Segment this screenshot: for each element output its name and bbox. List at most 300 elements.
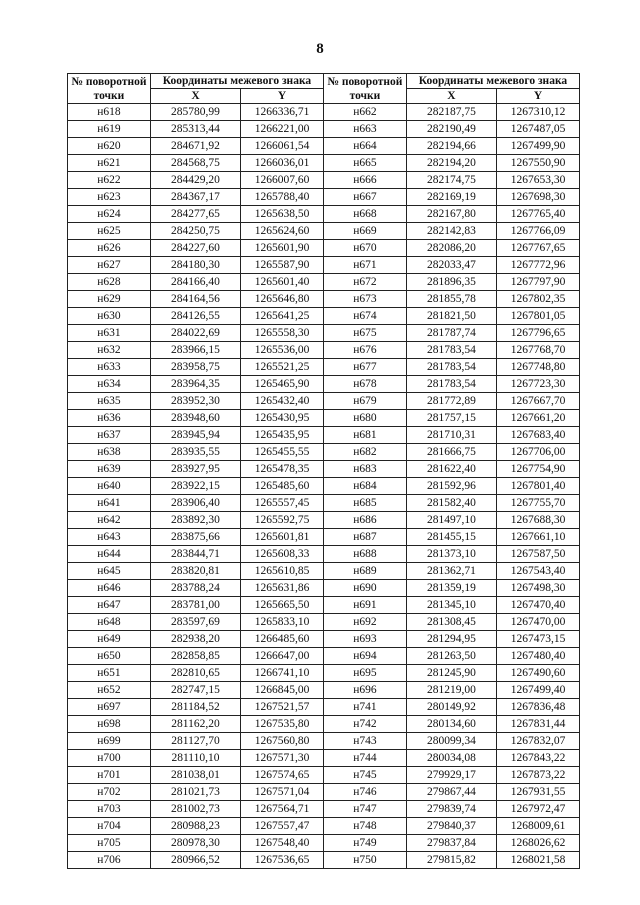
right-x-cell: 281294,95 [406, 631, 496, 648]
right-point-cell: н674 [323, 308, 406, 325]
table-row [68, 580, 580, 597]
left-x-cell: 283597,69 [150, 614, 240, 631]
table-row [68, 410, 580, 427]
right-point-cell: н664 [323, 138, 406, 155]
right-point-cell: н688 [323, 546, 406, 563]
left-point-cell: н633 [68, 359, 151, 376]
left-x-cell: 283781,00 [150, 597, 240, 614]
left-x-cell: 280978,30 [150, 835, 240, 852]
left-point-cell: н651 [68, 665, 151, 682]
right-point-cell: н662 [323, 104, 406, 121]
left-y-cell: 1265610,85 [241, 563, 324, 580]
left-y-cell: 1267564,71 [241, 801, 324, 818]
left-point-cell: н639 [68, 461, 151, 478]
table-row [68, 189, 580, 206]
table-row [68, 801, 580, 818]
table-row [68, 750, 580, 767]
right-y-cell: 1267706,00 [497, 444, 580, 461]
right-x-cell: 281783,54 [406, 342, 496, 359]
right-y-cell: 1267972,47 [497, 801, 580, 818]
left-x-cell: 282810,65 [150, 665, 240, 682]
right-point-cell: н690 [323, 580, 406, 597]
left-point-cell: н699 [68, 733, 151, 750]
left-y-cell: 1265478,35 [241, 461, 324, 478]
table-row [68, 359, 580, 376]
coords-column-header-right: Координаты межевого знака [406, 74, 579, 89]
left-y-cell: 1265665,50 [241, 597, 324, 614]
right-x-cell: 281783,54 [406, 359, 496, 376]
left-point-cell: н649 [68, 631, 151, 648]
right-point-cell: н745 [323, 767, 406, 784]
left-x-cell: 283948,60 [150, 410, 240, 427]
table-row [68, 784, 580, 801]
right-point-cell: н669 [323, 223, 406, 240]
right-point-cell: н692 [323, 614, 406, 631]
right-point-cell: н749 [323, 835, 406, 852]
table-row [68, 104, 580, 121]
right-x-cell: 282194,66 [406, 138, 496, 155]
left-point-cell: н647 [68, 597, 151, 614]
left-y-cell: 1265641,25 [241, 308, 324, 325]
right-point-cell: н750 [323, 852, 406, 869]
point-column-header-right: № поворотной точки [323, 74, 406, 104]
right-x-cell: 282167,80 [406, 206, 496, 223]
left-y-cell: 1265833,10 [241, 614, 324, 631]
table-row [68, 291, 580, 308]
right-y-cell: 1267487,05 [497, 121, 580, 138]
right-point-cell: н671 [323, 257, 406, 274]
table-row [68, 665, 580, 682]
right-y-cell: 1267499,90 [497, 138, 580, 155]
right-point-cell: н677 [323, 359, 406, 376]
table-row [68, 699, 580, 716]
left-x-cell: 280966,52 [150, 852, 240, 869]
table-row [68, 121, 580, 138]
right-x-cell: 282169,19 [406, 189, 496, 206]
left-x-cell: 283844,71 [150, 546, 240, 563]
right-y-cell: 1267755,70 [497, 495, 580, 512]
right-y-cell: 1267667,70 [497, 393, 580, 410]
left-point-cell: н702 [68, 784, 151, 801]
right-point-cell: н663 [323, 121, 406, 138]
left-x-cell: 284429,20 [150, 172, 240, 189]
left-y-cell: 1265601,90 [241, 240, 324, 257]
left-x-cell: 283945,94 [150, 427, 240, 444]
left-y-cell: 1266647,00 [241, 648, 324, 665]
right-point-cell: н683 [323, 461, 406, 478]
right-point-cell: н696 [323, 682, 406, 699]
table-row [68, 648, 580, 665]
right-x-cell: 281772,89 [406, 393, 496, 410]
left-point-cell: н621 [68, 155, 151, 172]
right-y-cell: 1267470,40 [497, 597, 580, 614]
right-y-cell: 1267873,22 [497, 767, 580, 784]
left-point-cell: н698 [68, 716, 151, 733]
right-y-cell: 1267587,50 [497, 546, 580, 563]
right-y-cell: 1267723,30 [497, 376, 580, 393]
left-y-cell: 1267557,47 [241, 818, 324, 835]
right-x-cell: 280134,60 [406, 716, 496, 733]
left-point-cell: н648 [68, 614, 151, 631]
left-point-cell: н650 [68, 648, 151, 665]
left-x-cell: 283922,15 [150, 478, 240, 495]
right-y-cell: 1267543,40 [497, 563, 580, 580]
right-x-cell: 281896,35 [406, 274, 496, 291]
left-y-cell: 1265624,60 [241, 223, 324, 240]
right-point-cell: н747 [323, 801, 406, 818]
table-row [68, 546, 580, 563]
right-point-cell: н670 [323, 240, 406, 257]
table-row [68, 563, 580, 580]
right-x-cell: 281710,31 [406, 427, 496, 444]
right-y-cell: 1267490,60 [497, 665, 580, 682]
right-y-cell: 1267499,40 [497, 682, 580, 699]
right-x-cell: 280099,34 [406, 733, 496, 750]
left-x-cell: 284180,30 [150, 257, 240, 274]
right-x-cell: 281497,10 [406, 512, 496, 529]
left-point-cell: н627 [68, 257, 151, 274]
right-y-cell: 1267796,65 [497, 325, 580, 342]
right-x-cell: 281757,15 [406, 410, 496, 427]
right-y-cell: 1267843,22 [497, 750, 580, 767]
left-y-cell: 1267548,40 [241, 835, 324, 852]
left-x-cell: 281184,52 [150, 699, 240, 716]
left-x-cell: 284022,69 [150, 325, 240, 342]
left-y-cell: 1265430,95 [241, 410, 324, 427]
right-x-cell: 282187,75 [406, 104, 496, 121]
right-y-cell: 1268009,61 [497, 818, 580, 835]
left-x-cell: 283958,75 [150, 359, 240, 376]
table-body [68, 104, 580, 869]
right-y-cell: 1268021,58 [497, 852, 580, 869]
table-row [68, 512, 580, 529]
left-x-cell: 284568,75 [150, 155, 240, 172]
right-x-cell: 281783,54 [406, 376, 496, 393]
left-point-cell: н706 [68, 852, 151, 869]
right-point-cell: н665 [323, 155, 406, 172]
left-point-cell: н701 [68, 767, 151, 784]
table-row [68, 444, 580, 461]
right-point-cell: н672 [323, 274, 406, 291]
table-row [68, 767, 580, 784]
left-y-cell: 1265788,40 [241, 189, 324, 206]
table-row [68, 461, 580, 478]
page-number: 8 [316, 41, 324, 57]
left-y-cell: 1266221,00 [241, 121, 324, 138]
left-y-cell: 1267535,80 [241, 716, 324, 733]
left-x-cell: 284671,92 [150, 138, 240, 155]
left-x-cell: 282858,85 [150, 648, 240, 665]
right-y-cell: 1267772,96 [497, 257, 580, 274]
left-y-cell: 1267574,65 [241, 767, 324, 784]
right-y-cell: 1267698,30 [497, 189, 580, 206]
left-x-cell: 284250,75 [150, 223, 240, 240]
right-x-cell: 281592,96 [406, 478, 496, 495]
table-row [68, 155, 580, 172]
left-point-cell: н644 [68, 546, 151, 563]
left-point-cell: н652 [68, 682, 151, 699]
coords-column-header-left: Координаты межевого знака [150, 74, 323, 89]
table-row [68, 631, 580, 648]
left-point-cell: н700 [68, 750, 151, 767]
table-row [68, 172, 580, 189]
left-y-cell: 1267560,80 [241, 733, 324, 750]
right-y-cell: 1267801,40 [497, 478, 580, 495]
left-point-cell: н636 [68, 410, 151, 427]
right-x-cell: 281666,75 [406, 444, 496, 461]
right-x-cell: 279840,37 [406, 818, 496, 835]
left-x-cell: 282747,15 [150, 682, 240, 699]
right-y-cell: 1267310,12 [497, 104, 580, 121]
left-point-cell: н622 [68, 172, 151, 189]
table-row [68, 223, 580, 240]
right-x-cell: 279867,44 [406, 784, 496, 801]
table-row [68, 274, 580, 291]
left-point-cell: н632 [68, 342, 151, 359]
left-x-cell: 283964,35 [150, 376, 240, 393]
right-y-cell: 1267653,30 [497, 172, 580, 189]
left-x-cell: 283892,30 [150, 512, 240, 529]
left-y-cell: 1265601,81 [241, 529, 324, 546]
left-y-cell: 1267536,65 [241, 852, 324, 869]
left-point-cell: н705 [68, 835, 151, 852]
table-row [68, 376, 580, 393]
left-y-cell: 1265455,55 [241, 444, 324, 461]
left-point-cell: н625 [68, 223, 151, 240]
right-y-cell: 1267767,65 [497, 240, 580, 257]
left-y-cell: 1265432,40 [241, 393, 324, 410]
left-x-cell: 283820,81 [150, 563, 240, 580]
right-y-cell: 1267797,90 [497, 274, 580, 291]
right-point-cell: н684 [323, 478, 406, 495]
left-y-cell: 1267571,04 [241, 784, 324, 801]
left-point-cell: н646 [68, 580, 151, 597]
left-point-cell: н637 [68, 427, 151, 444]
right-point-cell: н685 [323, 495, 406, 512]
table-row [68, 495, 580, 512]
left-x-cell: 285780,99 [150, 104, 240, 121]
right-x-cell: 282033,47 [406, 257, 496, 274]
point-column-header-left: № поворотной точки [68, 74, 151, 104]
right-x-cell: 281359,19 [406, 580, 496, 597]
left-point-cell: н640 [68, 478, 151, 495]
right-x-cell: 282190,49 [406, 121, 496, 138]
left-y-cell: 1266007,60 [241, 172, 324, 189]
left-x-cell: 281021,73 [150, 784, 240, 801]
table-row [68, 597, 580, 614]
left-x-cell: 280988,23 [150, 818, 240, 835]
table-row [68, 206, 580, 223]
right-y-cell: 1267754,90 [497, 461, 580, 478]
left-x-cell: 283952,30 [150, 393, 240, 410]
x-column-header-right: X [406, 89, 496, 104]
table-row [68, 682, 580, 699]
left-x-cell: 283788,24 [150, 580, 240, 597]
right-x-cell: 282174,75 [406, 172, 496, 189]
right-y-cell: 1267765,40 [497, 206, 580, 223]
right-x-cell: 281821,50 [406, 308, 496, 325]
y-column-header-left: Y [241, 89, 324, 104]
left-y-cell: 1266336,71 [241, 104, 324, 121]
left-y-cell: 1266845,00 [241, 682, 324, 699]
left-y-cell: 1265557,45 [241, 495, 324, 512]
right-x-cell: 280034,08 [406, 750, 496, 767]
right-point-cell: н694 [323, 648, 406, 665]
right-point-cell: н748 [323, 818, 406, 835]
right-x-cell: 281362,71 [406, 563, 496, 580]
table-row [68, 733, 580, 750]
right-y-cell: 1267498,30 [497, 580, 580, 597]
right-point-cell: н686 [323, 512, 406, 529]
left-point-cell: н631 [68, 325, 151, 342]
left-y-cell: 1267571,30 [241, 750, 324, 767]
right-point-cell: н691 [323, 597, 406, 614]
right-point-cell: н668 [323, 206, 406, 223]
table-row [68, 393, 580, 410]
table-row [68, 529, 580, 546]
table-row [68, 818, 580, 835]
table-row [68, 240, 580, 257]
left-point-cell: н642 [68, 512, 151, 529]
left-y-cell: 1265601,40 [241, 274, 324, 291]
right-point-cell: н667 [323, 189, 406, 206]
left-y-cell: 1265587,90 [241, 257, 324, 274]
right-x-cell: 279929,17 [406, 767, 496, 784]
left-point-cell: н623 [68, 189, 151, 206]
right-y-cell: 1267832,07 [497, 733, 580, 750]
left-y-cell: 1265435,95 [241, 427, 324, 444]
table-row [68, 427, 580, 444]
left-x-cell: 281162,20 [150, 716, 240, 733]
coordinates-table [67, 73, 580, 869]
left-point-cell: н630 [68, 308, 151, 325]
y-column-header-right: Y [497, 89, 580, 104]
left-point-cell: н638 [68, 444, 151, 461]
table-row [68, 325, 580, 342]
right-x-cell: 281308,45 [406, 614, 496, 631]
left-y-cell: 1265646,80 [241, 291, 324, 308]
right-point-cell: н689 [323, 563, 406, 580]
right-x-cell: 281245,90 [406, 665, 496, 682]
left-x-cell: 281038,01 [150, 767, 240, 784]
right-point-cell: н673 [323, 291, 406, 308]
left-x-cell: 281127,70 [150, 733, 240, 750]
right-point-cell: н743 [323, 733, 406, 750]
right-x-cell: 281219,00 [406, 682, 496, 699]
right-point-cell: н746 [323, 784, 406, 801]
left-point-cell: н626 [68, 240, 151, 257]
left-x-cell: 281110,10 [150, 750, 240, 767]
right-point-cell: н741 [323, 699, 406, 716]
right-x-cell: 279815,82 [406, 852, 496, 869]
left-y-cell: 1265558,30 [241, 325, 324, 342]
right-point-cell: н693 [323, 631, 406, 648]
left-y-cell: 1265536,00 [241, 342, 324, 359]
right-y-cell: 1268026,62 [497, 835, 580, 852]
right-y-cell: 1267470,00 [497, 614, 580, 631]
right-x-cell: 280149,92 [406, 699, 496, 716]
right-y-cell: 1267480,40 [497, 648, 580, 665]
right-x-cell: 281455,15 [406, 529, 496, 546]
left-point-cell: н645 [68, 563, 151, 580]
table-row [68, 835, 580, 852]
left-x-cell: 284126,55 [150, 308, 240, 325]
right-y-cell: 1267688,30 [497, 512, 580, 529]
left-x-cell: 284367,17 [150, 189, 240, 206]
right-y-cell: 1267748,80 [497, 359, 580, 376]
left-point-cell: н618 [68, 104, 151, 121]
left-y-cell: 1265592,75 [241, 512, 324, 529]
right-x-cell: 281582,40 [406, 495, 496, 512]
right-x-cell: 281345,10 [406, 597, 496, 614]
left-y-cell: 1266036,01 [241, 155, 324, 172]
right-point-cell: н666 [323, 172, 406, 189]
right-point-cell: н695 [323, 665, 406, 682]
right-point-cell: н678 [323, 376, 406, 393]
right-point-cell: н675 [323, 325, 406, 342]
left-y-cell: 1265521,25 [241, 359, 324, 376]
right-x-cell: 281787,74 [406, 325, 496, 342]
left-y-cell: 1265465,90 [241, 376, 324, 393]
left-y-cell: 1265638,50 [241, 206, 324, 223]
left-x-cell: 282938,20 [150, 631, 240, 648]
right-point-cell: н742 [323, 716, 406, 733]
left-point-cell: н628 [68, 274, 151, 291]
left-x-cell: 281002,73 [150, 801, 240, 818]
right-y-cell: 1267473,15 [497, 631, 580, 648]
table-row [68, 478, 580, 495]
left-y-cell: 1266485,60 [241, 631, 324, 648]
table-row [68, 614, 580, 631]
table-row [68, 342, 580, 359]
right-point-cell: н682 [323, 444, 406, 461]
left-x-cell: 283875,66 [150, 529, 240, 546]
right-x-cell: 279837,84 [406, 835, 496, 852]
right-point-cell: н681 [323, 427, 406, 444]
left-point-cell: н629 [68, 291, 151, 308]
table-row [68, 716, 580, 733]
right-y-cell: 1267661,10 [497, 529, 580, 546]
left-point-cell: н634 [68, 376, 151, 393]
right-y-cell: 1267831,44 [497, 716, 580, 733]
right-x-cell: 282086,20 [406, 240, 496, 257]
left-x-cell: 284166,40 [150, 274, 240, 291]
left-y-cell: 1265485,60 [241, 478, 324, 495]
right-y-cell: 1267801,05 [497, 308, 580, 325]
left-y-cell: 1266741,10 [241, 665, 324, 682]
left-point-cell: н704 [68, 818, 151, 835]
left-y-cell: 1265608,33 [241, 546, 324, 563]
left-y-cell: 1267521,57 [241, 699, 324, 716]
right-point-cell: н687 [323, 529, 406, 546]
left-x-cell: 283927,95 [150, 461, 240, 478]
x-column-header-left: X [150, 89, 240, 104]
right-y-cell: 1267550,90 [497, 155, 580, 172]
right-x-cell: 282142,83 [406, 223, 496, 240]
right-x-cell: 281263,50 [406, 648, 496, 665]
table-row [68, 308, 580, 325]
right-x-cell: 282194,20 [406, 155, 496, 172]
left-point-cell: н697 [68, 699, 151, 716]
left-y-cell: 1265631,86 [241, 580, 324, 597]
left-point-cell: н703 [68, 801, 151, 818]
table-row [68, 257, 580, 274]
right-point-cell: н679 [323, 393, 406, 410]
left-x-cell: 284164,56 [150, 291, 240, 308]
left-point-cell: н620 [68, 138, 151, 155]
right-y-cell: 1267683,40 [497, 427, 580, 444]
right-x-cell: 281855,78 [406, 291, 496, 308]
